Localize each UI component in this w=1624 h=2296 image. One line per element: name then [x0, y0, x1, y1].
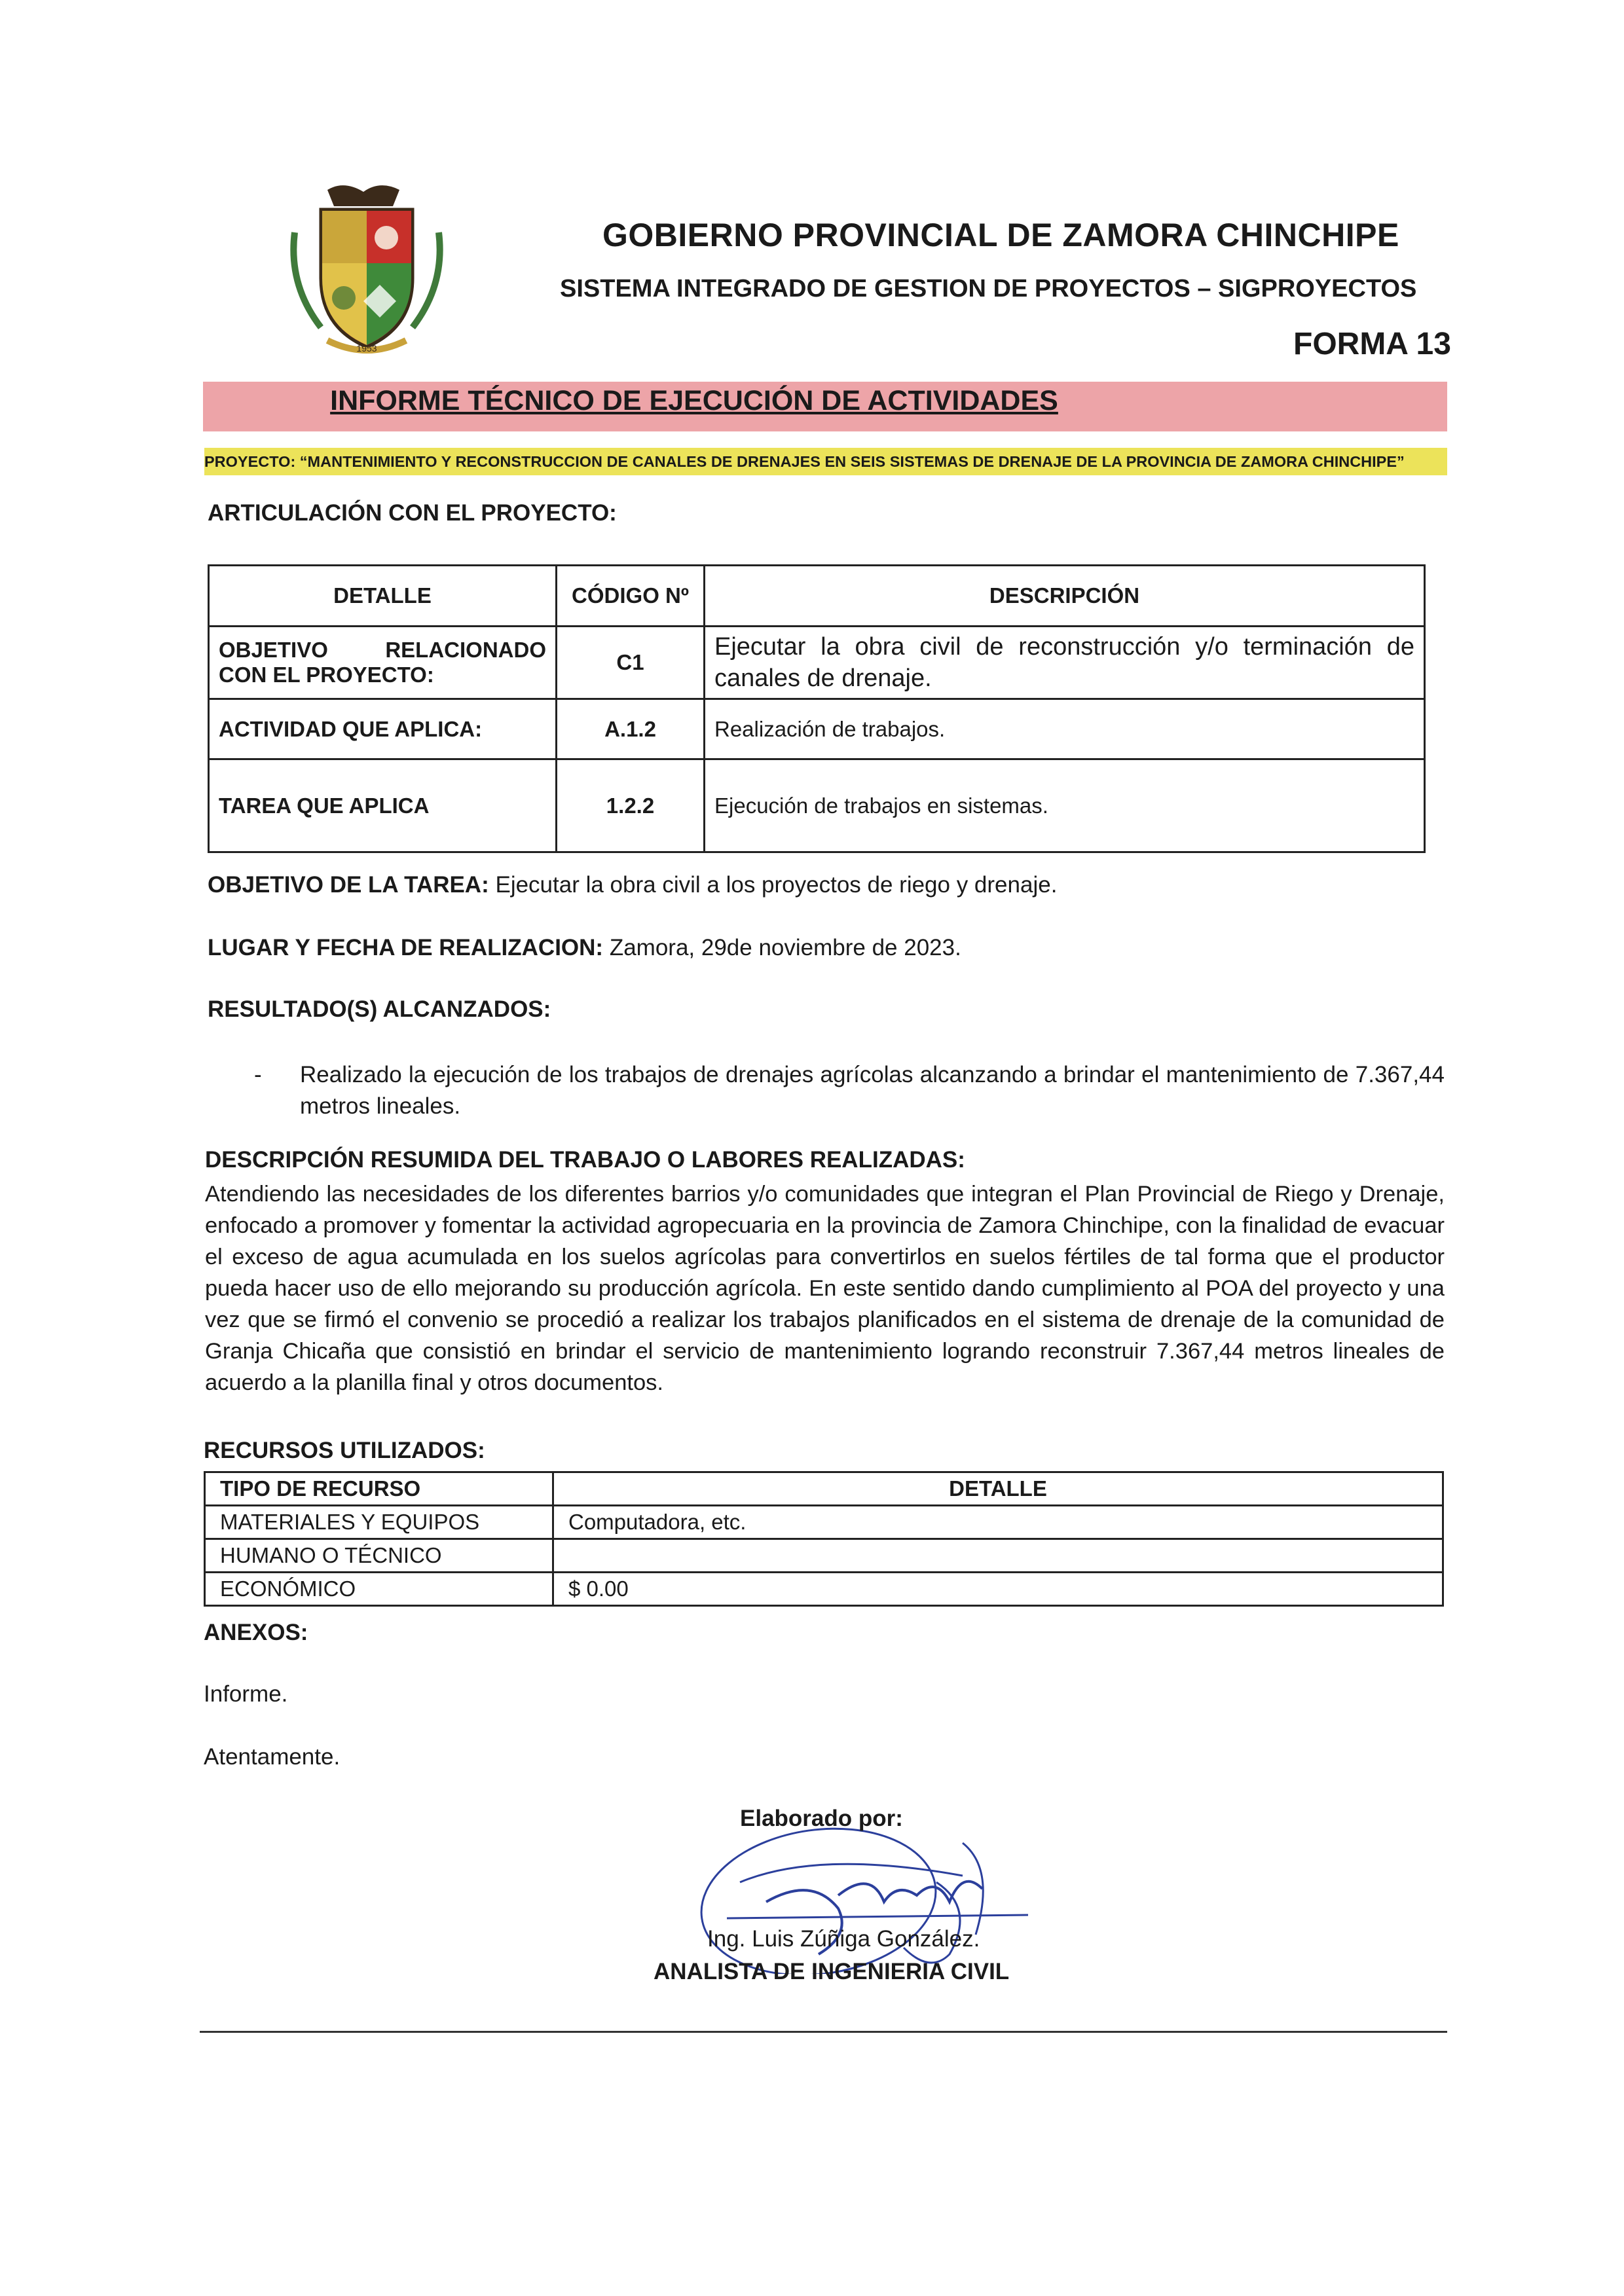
table-row: [205, 1506, 1443, 1539]
row-detalle: Computadora, etc.: [553, 1506, 1443, 1539]
row-codigo: A.1.2: [557, 699, 705, 759]
row-descripcion: Ejecutar la obra civil de reconstrucción y/o terminación de canales de drenaje.: [705, 627, 1425, 699]
lugar-line: [208, 935, 961, 961]
row-detalle: [553, 1539, 1443, 1573]
row-detalle: OBJETIVO RELACIONADO CON EL PROYECTO:: [209, 627, 557, 699]
resultados-bullet: -: [254, 1062, 262, 1087]
row-tipo: MATERIALES Y EQUIPOS: [205, 1506, 553, 1539]
row-detalle: TAREA QUE APLICA: [209, 759, 557, 852]
col-detalle: DETALLE: [209, 566, 557, 627]
form-label: FORMA 13: [1293, 327, 1451, 361]
objetivo-label: OBJETIVO DE LA TAREA:: [208, 872, 489, 898]
descripcion-text: Atendiendo las necesidades de los diferentes barrios y/o comunidades que integran el Plan Provincial de Riego y Drenaje, enfocado a promover y fomentar la actividad agropecuaria en la provincia de Zamora Chinchipe, con la finalidad de evacuar el exceso de agua acumulada en los suelos agrícolas para convertirlos en suelos fértiles de tal forma que el productor pueda hacer uso de ello mejorando su producción agrícola. En este sentido dando cumplimiento al POA del proyecto y una vez que se firmó el convenio se procedió a realizar los trabajos planificados en el sistema de drenaje de la comunidad de Granja Chicaña que consistió en brindar el servicio de mantenimiento logrando reconstruir 7.367,44 metros lineales de acuerdo a la planilla final y otros documentos.: [205, 1182, 1445, 1395]
objetivo-value: Ejecutar la obra civil a los proyectos de riego y drenaje.: [489, 872, 1058, 898]
table-row: [209, 759, 1425, 852]
row-tipo: HUMANO O TÉCNICO: [205, 1539, 553, 1573]
closing-text: Atentamente.: [204, 1744, 341, 1770]
objetivo-line: [208, 872, 1057, 898]
recursos-heading: RECURSOS UTILIZADOS:: [204, 1438, 485, 1463]
system-title: SISTEMA INTEGRADO DE GESTION DE PROYECTOS – SIGPROYECTOS: [560, 275, 1417, 302]
col-tipo: TIPO DE RECURSO: [205, 1472, 553, 1506]
table-header-row: [209, 566, 1425, 627]
col-descripcion: DESCRIPCIÓN: [705, 566, 1425, 627]
articulacion-table: [208, 564, 1426, 853]
table-row: [205, 1539, 1443, 1573]
row-codigo: C1: [557, 627, 705, 699]
col-codigo: CÓDIGO Nº: [557, 566, 705, 627]
row-codigo: 1.2.2: [557, 759, 705, 852]
anexos-heading: ANEXOS:: [204, 1620, 308, 1645]
articulacion-heading: ARTICULACIÓN CON EL PROYECTO:: [208, 500, 617, 526]
table-row: [209, 699, 1425, 759]
signer-role: ANALISTA DE INGENIERIA CIVIL: [654, 1959, 1010, 1984]
resultados-item: Realizado la ejecución de los trabajos de drenajes agrícolas alcanzando a brindar el mantenimiento de 7.367,44 metros lineales.: [300, 1062, 1445, 1119]
project-line: PROYECTO: “MANTENIMIENTO Y RECONSTRUCCION DE CANALES DE DRENAJES EN SEIS SISTEMAS DE DRENAJE DE LA PROVINCIA DE ZAMORA CHINCHIPE”: [204, 448, 1447, 475]
table-row: [205, 1573, 1443, 1606]
col-detalle: DETALLE: [553, 1472, 1443, 1506]
row-tipo: ECONÓMICO: [205, 1573, 553, 1606]
report-title: INFORME TÉCNICO DE EJECUCIÓN DE ACTIVIDADES: [330, 385, 1058, 416]
provincial-crest-logo: [282, 180, 452, 357]
descripcion-heading: DESCRIPCIÓN RESUMIDA DEL TRABAJO O LABORES REALIZADAS:: [205, 1147, 965, 1173]
recursos-table: [204, 1471, 1444, 1607]
row-detalle: ACTIVIDAD QUE APLICA:: [209, 699, 557, 759]
footer-divider: [200, 2031, 1447, 2033]
table-row: [209, 627, 1425, 699]
prepared-by-label: Elaborado por:: [740, 1806, 903, 1831]
table-header-row: [205, 1472, 1443, 1506]
resultados-heading: RESULTADO(S) ALCANZADOS:: [208, 996, 551, 1022]
row-descripcion: Ejecución de trabajos en sistemas.: [705, 759, 1425, 852]
lugar-value: Zamora, 29de noviembre de 2023.: [603, 935, 961, 960]
row-descripcion: Realización de trabajos.: [705, 699, 1425, 759]
anexos-value: Informe.: [204, 1681, 288, 1707]
org-title: GOBIERNO PROVINCIAL DE ZAMORA CHINCHIPE: [602, 217, 1399, 253]
lugar-label: LUGAR Y FECHA DE REALIZACION:: [208, 935, 604, 960]
row-detalle: $ 0.00: [553, 1573, 1443, 1606]
crest-year: 1953: [356, 343, 377, 354]
signer-name: Ing. Luis Zúñiga González.: [707, 1926, 980, 1952]
